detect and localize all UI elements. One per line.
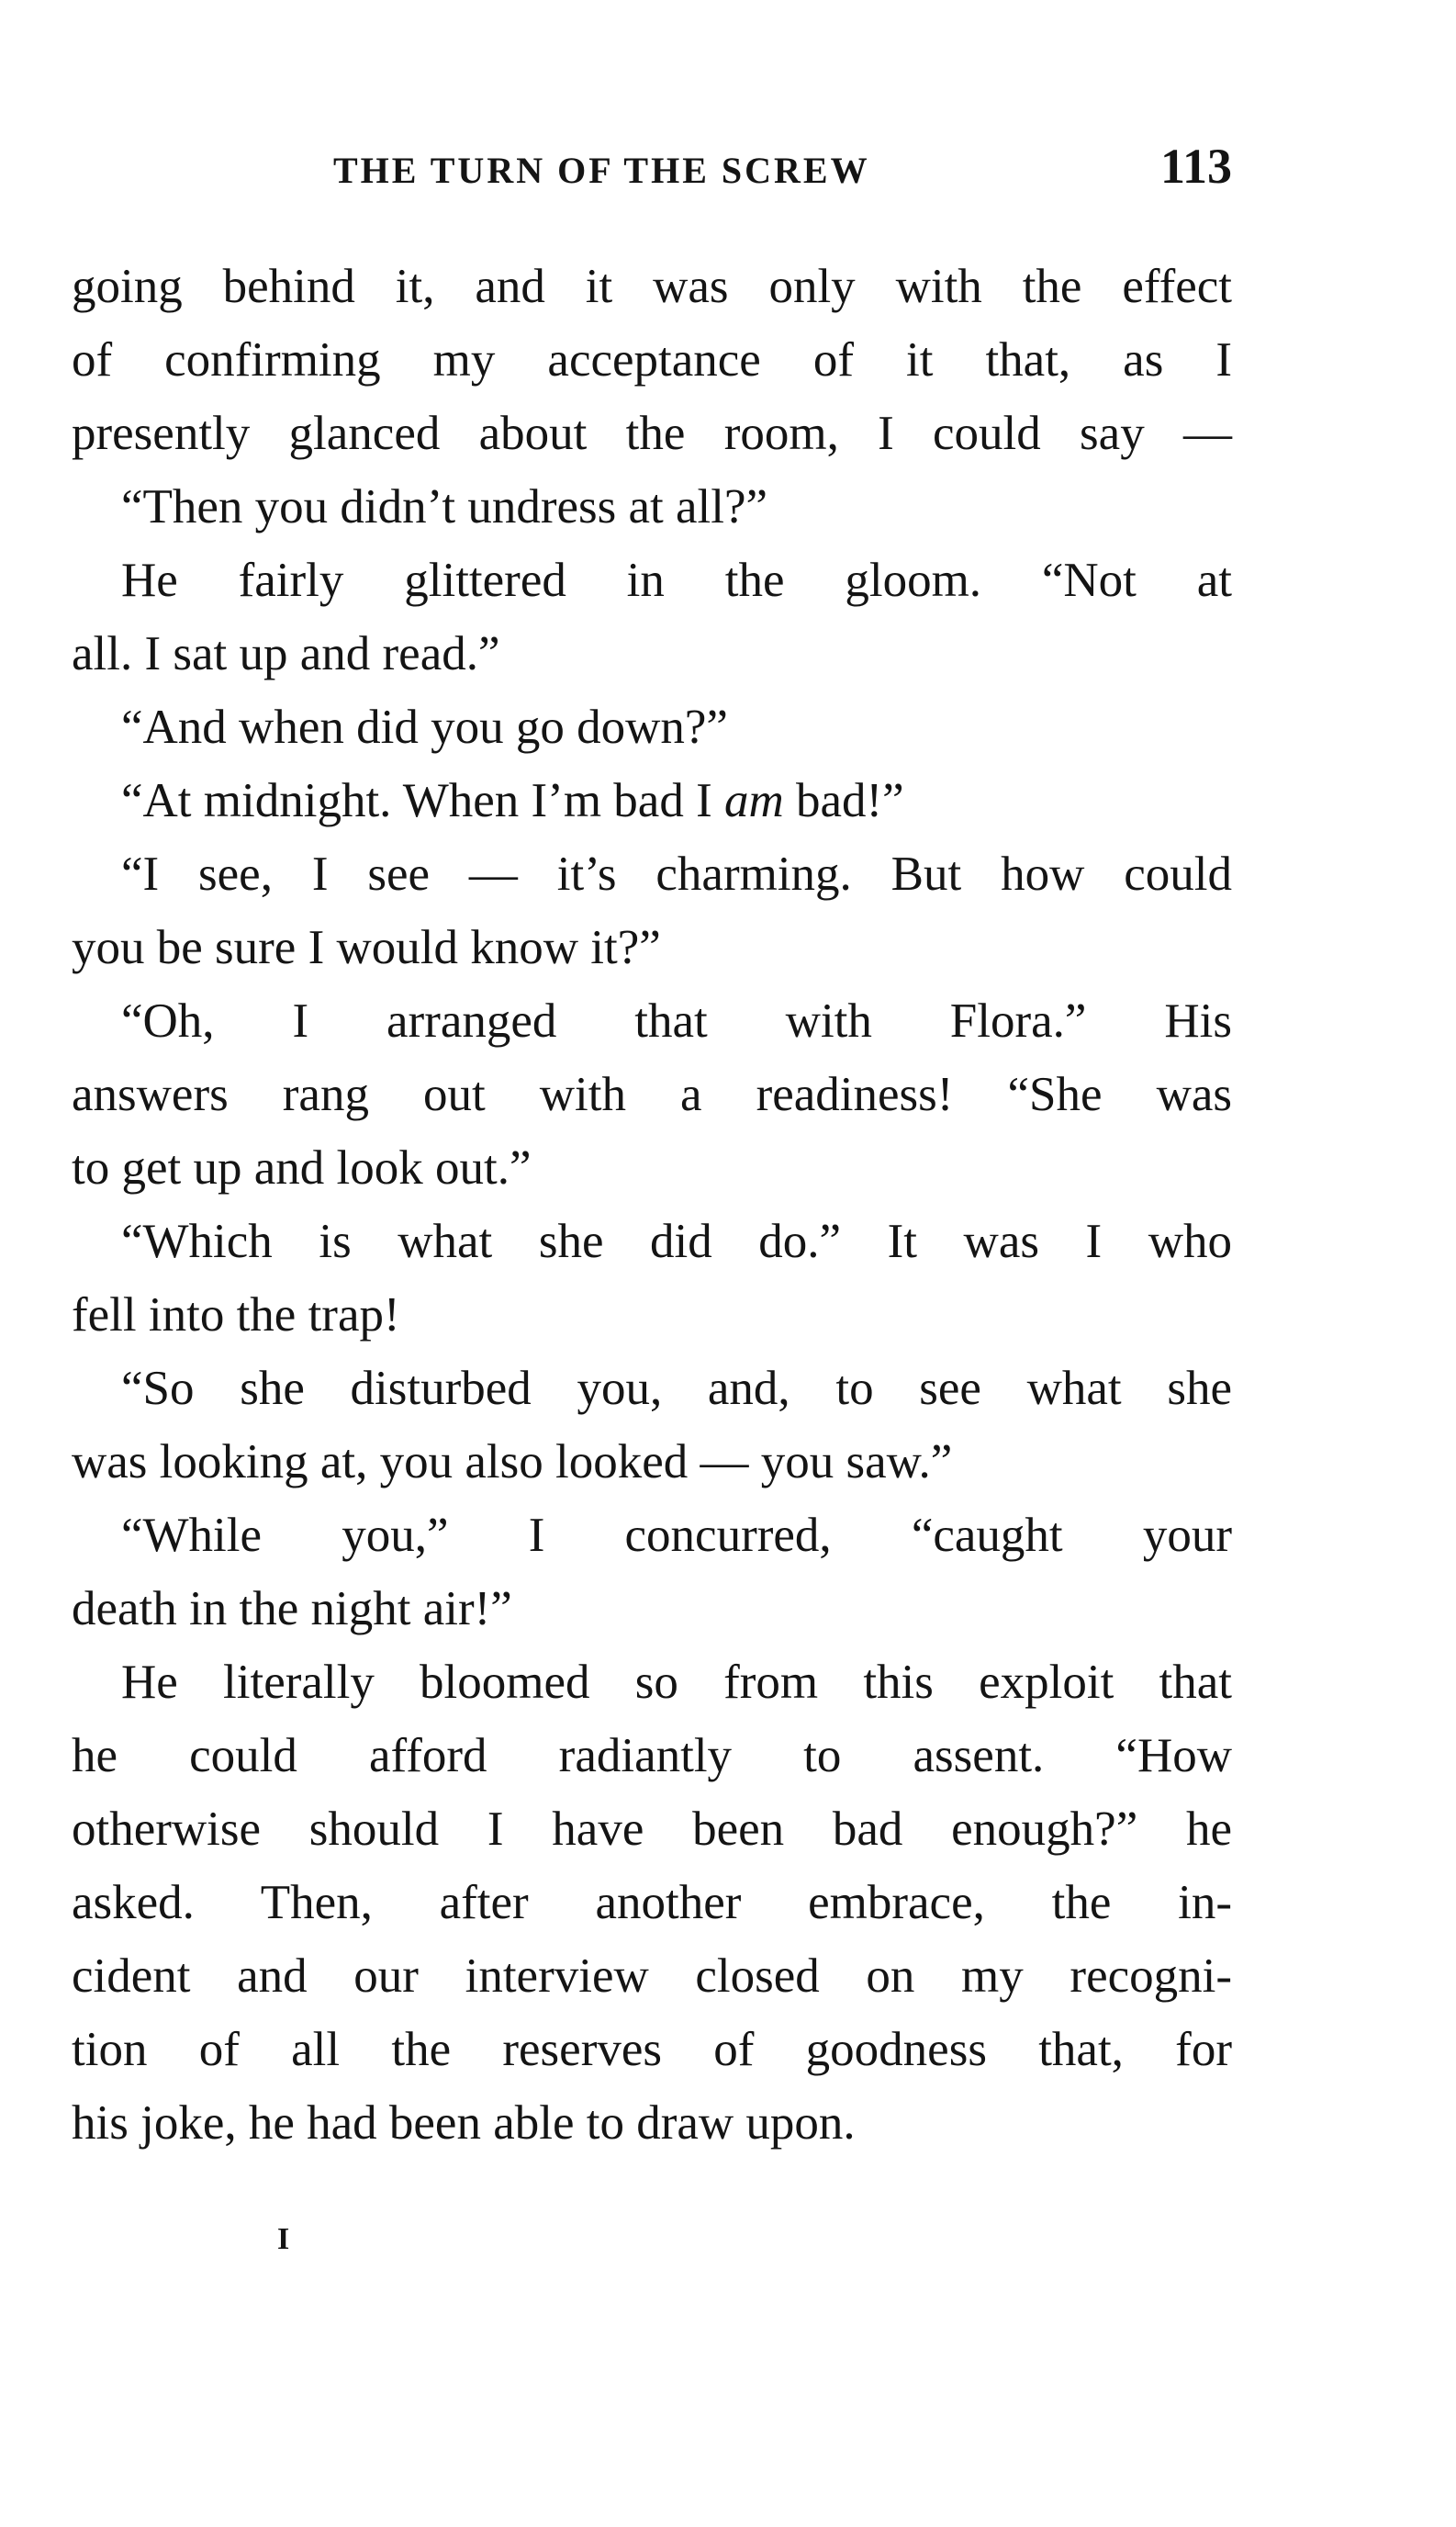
text-line: all. I sat up and read.” <box>72 627 500 680</box>
page-number: 113 <box>1159 139 1232 194</box>
text-line: “At midnight. When I’m bad I am bad!” <box>121 774 904 827</box>
text-line: He fairly glittered in the gloom. “Not at <box>121 554 1232 607</box>
text-line: presently glanced about the room, I could say — <box>72 407 1232 460</box>
text-line: “So she disturbed you, and, to see what she <box>121 1362 1232 1415</box>
text-line: death in the night air!” <box>72 1582 512 1635</box>
text-line: to get up and look out.” <box>72 1141 532 1195</box>
text-line: “Oh, I arranged that with Flora.” His <box>121 994 1232 1048</box>
text-line: fell into the trap! <box>72 1288 400 1342</box>
text-line: otherwise should I have been bad enough?” he <box>72 1803 1232 1856</box>
text-line: “While you,” I concurred, “caught your <box>121 1509 1232 1562</box>
text-line: “And when did you go down?” <box>121 701 728 754</box>
signature-mark: I <box>277 2222 290 2256</box>
text-line: of confirming my acceptance of it that, as I <box>72 333 1232 387</box>
text-line: answers rang out with a readiness! “She was <box>72 1068 1232 1121</box>
text-line: going behind it, and it was only with the effect <box>72 260 1232 313</box>
running-head <box>72 138 1232 202</box>
text-line: “I see, I see — it’s charming. But how could <box>121 848 1232 901</box>
text-line: was looking at, you also looked — you saw.” <box>72 1435 953 1488</box>
text-line: he could afford radiantly to assent. “How <box>72 1729 1232 1782</box>
text-line: “Which is what she did do.” It was I who <box>121 1215 1232 1268</box>
running-title: THE TURN OF THE SCREW <box>333 150 870 191</box>
body-text <box>72 250 1232 2160</box>
text-line: his joke, he had been able to draw upon. <box>72 2096 856 2150</box>
text-line: tion of all the reserves of goodness that, for <box>72 2023 1232 2076</box>
text-line: “Then you didn’t undress at all?” <box>121 480 768 533</box>
text-line: cident and our interview closed on my recogni- <box>72 1949 1232 2003</box>
text-line: He literally bloomed so from this exploit that <box>121 1656 1232 1709</box>
text-line: asked. Then, after another embrace, the in- <box>72 1876 1232 1929</box>
emphasis: am <box>723 774 784 827</box>
text-line: you be sure I would know it?” <box>72 921 661 974</box>
